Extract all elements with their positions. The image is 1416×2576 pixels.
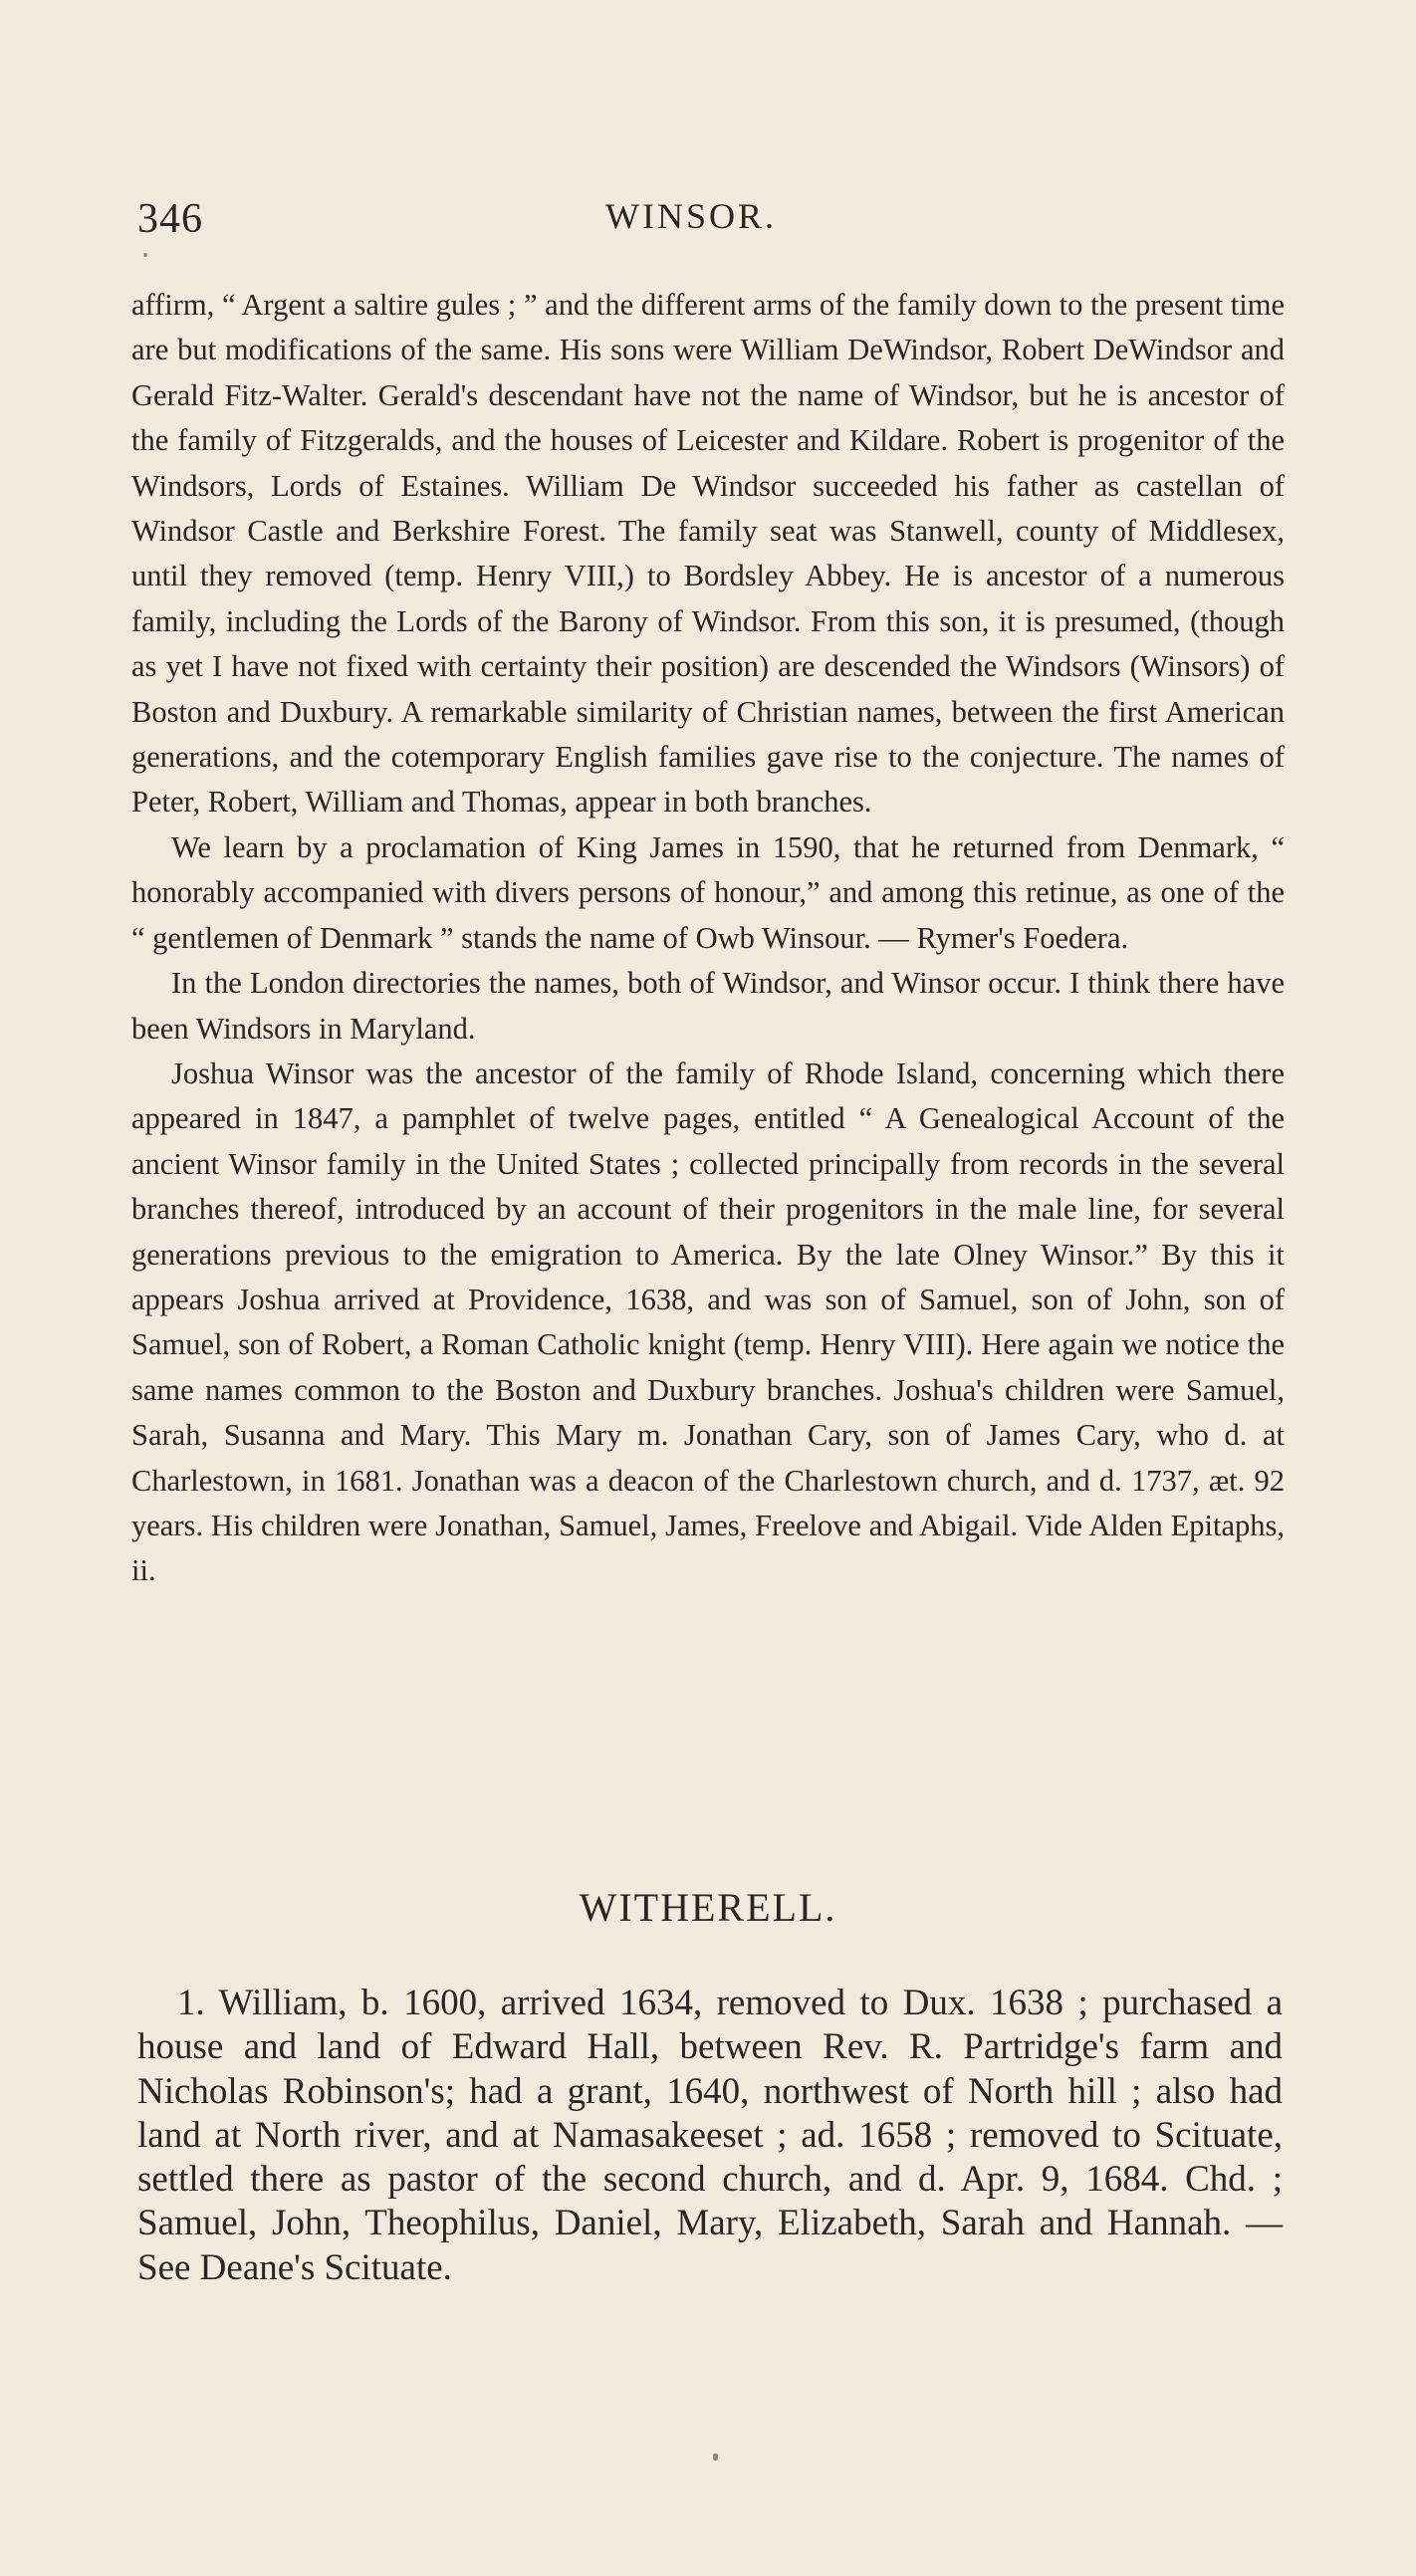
entry-text: 1. William, b. 1600, arrived 1634, removed to Dux. 1638 ; purchased a house and land of Edward Hall, between Rev. R. Partridge's farm and Nicholas Robinson's; had a grant, 1640, northwest of North hill ; also had land at North river, and at Namasakeeset ; ad. 1658 ; removed to Scituate, settled there as pastor of the second church, and d. Apr. 9, 1684. Chd. ; Samuel, John, Theophilus, Daniel, Mary, Elizabeth, Sarah and Hannah. — See Deane's Scituate. [137, 1983, 1283, 2288]
section-title: WITHERELL. [579, 1885, 837, 1930]
ink-speck [143, 253, 147, 257]
winsor-text [131, 283, 1285, 1594]
page-number: 346 [137, 196, 203, 242]
paragraph-proclamation: We learn by a proclamation of King James in 1590, that he returned from Denmark, “ honorably accompanied with divers persons of honour,” and among this retinue, as one of the “ gentlemen of Denmark ” stands the name of Owb Winsour. — Rymer's Foedera. [131, 829, 1285, 955]
paragraph-arms: affirm, “ Argent a saltire gules ; ” and the different arms of the family down to the present time are but modifications of the same. His sons were William DeWindsor, Robert DeWindsor and Gerald Fitz-Walter. Gerald's descendant have not the name of Windsor, but he is ancestor of the family of Fitzgeralds, and the houses of Leicester and Kildare. Robert is progenitor of the Windsors, Lords of Estaines. William De Windsor succeeded his father as castellan of Windsor Castle and Berkshire Forest. The family seat was Stanwell, county of Middlesex, until they removed (temp. Henry VIII,) to Bordsley Abbey. He is ancestor of a numerous family, including the Lords of the Barony of Windsor. From this son, it is presumed, (though as yet I have not fixed with certainty their position) are descended the Windsors (Winsors) of Boston and Duxbury. A remarkable similarity of Christian names, between the first American generations, and the cotemporary English families gave rise to the conjecture. The names of Peter, Robert, William and Thomas, appear in both branches. [131, 288, 1285, 820]
paragraph-london: In the London directories the names, both of Windsor, and Winsor occur. I think there have been Windsors in Maryland. [131, 966, 1285, 1046]
witherell-entry [137, 1982, 1283, 2290]
paragraph-joshua: Joshua Winsor was the ancestor of the family of Rhode Island, concerning which there appeared in 1847, a pamphlet of twelve pages, entitled “ A Genealogical Account of the ancient Winsor family in the United States ; collected principally from records in the several branches thereof, introduced by an account of their progenitors in the male line, for several generations previous to the emigration to America. By the late Olney Winsor.” By this it appears Joshua arrived at Providence, 1638, and was son of Samuel, son of John, son of Samuel, son of Robert, a Roman Catholic knight (temp. Henry VIII). Here again we notice the same names common to the Boston and Duxbury branches. Joshua's children were Samuel, Sarah, Susanna and Mary. This Mary m. Jonathan Cary, son of James Cary, who d. at Charlestown, in 1681. Jonathan was a deacon of the Charlestown church, and d. 1737, æt. 92 years. His children were Jonathan, Samuel, James, Freelove and Abigail. Vide Alden Epitaphs, ii. [131, 1055, 1285, 1588]
ink-speck [713, 2454, 718, 2460]
page-header [137, 195, 1293, 255]
running-title: WINSOR. [605, 196, 777, 236]
